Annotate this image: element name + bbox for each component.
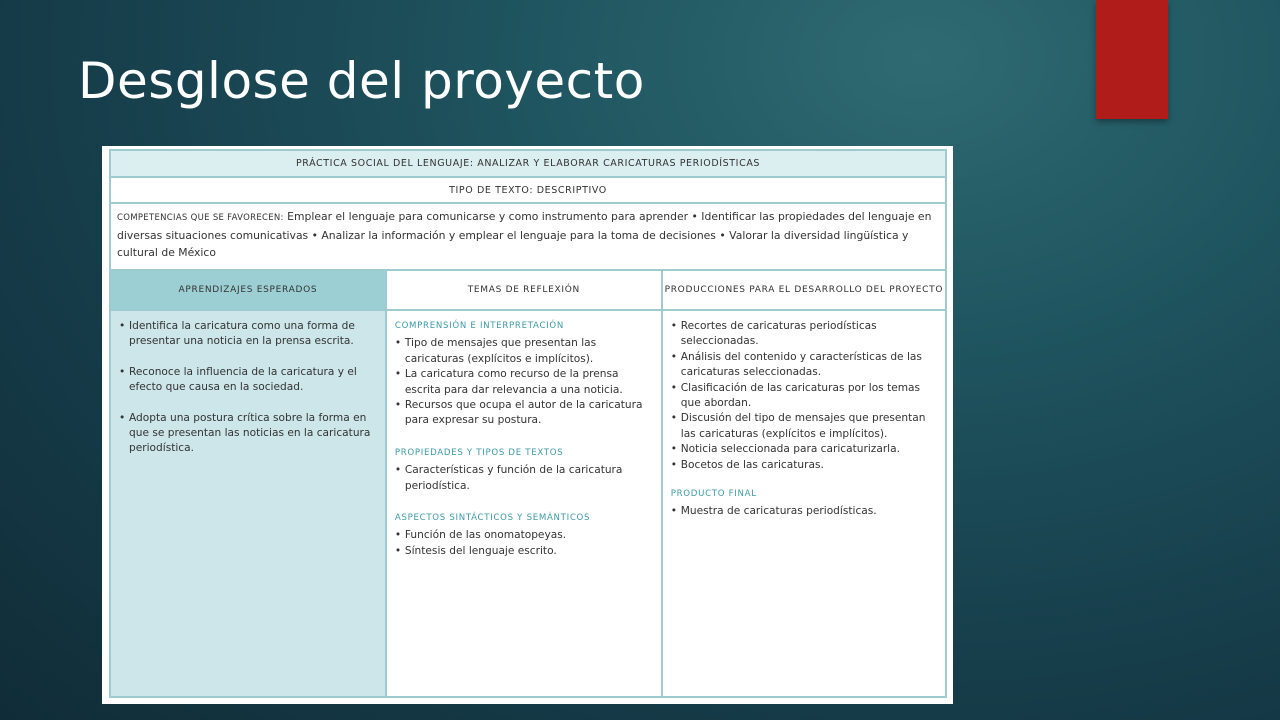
list-item: • Características y función de la caricatura periodística. (395, 463, 655, 494)
subheading: COMPRENSIÓN E INTERPRETACIÓN (394, 321, 564, 331)
producto-final-list (671, 504, 939, 519)
list-item: • Análisis del contenido y características de las caricaturas seleccionadas. (671, 350, 939, 381)
temas-block (395, 319, 655, 429)
temas-cell (386, 310, 662, 697)
aprendizajes-cell (110, 310, 386, 697)
list-item: • Muestra de caricaturas periodísticas. (671, 504, 939, 519)
temas-list (395, 336, 655, 428)
list-item: • Bocetos de las caricaturas. (671, 458, 939, 473)
temas-block (395, 511, 655, 559)
subheading: PROPIEDADES Y TIPOS DE TEXTOS (394, 447, 564, 458)
competencies-label: COMPETENCIAS QUE SE FAVORECEN: (117, 213, 284, 223)
aprendizajes-list (119, 319, 379, 457)
list-item: • Síntesis del lenguaje escrito. (395, 544, 655, 559)
column-header-producciones: PRODUCCIONES PARA EL DESARROLLO DEL PROYECTO (662, 270, 946, 310)
list-item: • La caricatura como recurso de la prensa escrita para dar relevancia a una noticia. (395, 367, 655, 398)
subheading: ASPECTOS SINTÁCTICOS Y SEMÁNTICOS (394, 513, 591, 524)
temas-list (395, 528, 655, 559)
producciones-list (671, 319, 939, 473)
producciones-cell (662, 310, 946, 697)
list-item: • Tipo de mensajes que presentan las caricaturas (explícitos e implícitos). (395, 336, 655, 367)
list-item: • Recortes de caricaturas periodísticas seleccionadas. (671, 319, 939, 350)
temas-list (395, 463, 655, 494)
list-item: • Clasificación de las caricaturas por los temas que abordan. (671, 381, 939, 412)
temas-block (395, 446, 655, 494)
practice-header: PRÁCTICA SOCIAL DEL LENGUAJE: ANALIZAR Y ELABORAR CARICATURAS PERIODÍSTICAS (110, 150, 946, 177)
project-table (109, 149, 947, 698)
column-header-temas: TEMAS DE REFLEXIÓN (386, 270, 662, 310)
list-item: • Discusión del tipo de mensajes que presentan las caricaturas (explícitos e implícitos). (671, 411, 939, 442)
slide-title: Desglose del proyecto (78, 52, 645, 110)
red-accent-bar (1096, 0, 1168, 119)
producto-final-heading: PRODUCTO FINAL (670, 489, 757, 500)
competencies-text: Emplear el lenguaje para comunicarse y como instrumento para aprender • Identificar las propiedades del lenguaje en diversas situaciones comunicativas • Analizar la información y emplear el lenguaje para la toma de decisiones • Valorar la diversidad lingüística y cultural de México (117, 210, 932, 259)
list-item: • Adopta una postura crítica sobre la forma en que se presentan las noticias en la caricatura periodística. (119, 411, 379, 457)
project-table-image (102, 146, 953, 704)
list-item: • Reconoce la influencia de la caricatura y el efecto que causa en la sociedad. (119, 365, 379, 396)
list-item: • Noticia seleccionada para caricaturizarla. (671, 442, 939, 457)
text-type-header: TIPO DE TEXTO: DESCRIPTIVO (110, 177, 946, 203)
list-item: • Función de las onomatopeyas. (395, 528, 655, 543)
competencies-row (110, 203, 946, 270)
list-item: • Identifica la caricatura como una forma de presentar una noticia en la prensa escrita. (119, 319, 379, 350)
list-item: • Recursos que ocupa el autor de la caricatura para expresar su postura. (395, 398, 655, 429)
column-header-aprendizajes: APRENDIZAJES ESPERADOS (110, 270, 386, 310)
